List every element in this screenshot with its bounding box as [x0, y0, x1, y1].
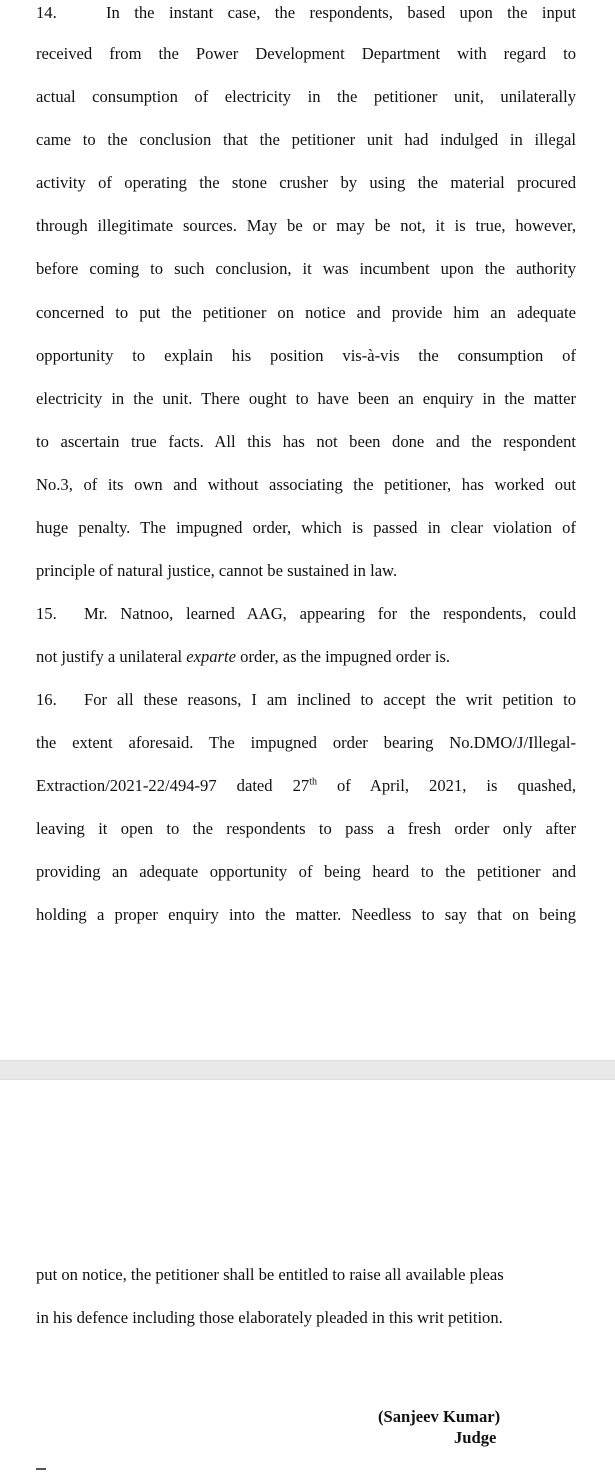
- para-16-line-6: holding a proper enquiry into the matter. Needless to say that on being: [36, 905, 576, 924]
- para-14-line-3: actual consumption of electricity in the petitioner unit, unilaterally: [36, 87, 576, 106]
- para-15-number: 15.: [36, 604, 57, 623]
- para-14-line-4: came to the conclusion that the petitioner unit had indulged in illegal: [36, 130, 576, 149]
- para-14-line-12: No.3, of its own and without associating the petitioner, has worked out: [36, 475, 576, 494]
- para-16-line-1: 16. For all these reasons, I am inclined to accept the writ petition to: [36, 690, 576, 709]
- para-16-number: 16.: [36, 690, 57, 709]
- para-14-line-6: through illegitimate sources. May be or may be not, it is true, however,: [36, 216, 576, 235]
- page-2-line-1: put on notice, the petitioner shall be entitled to raise all available pleas: [36, 1265, 504, 1284]
- signature-title: Judge: [454, 1428, 497, 1447]
- para-16-line-5: providing an adequate opportunity of being heard to the petitioner and: [36, 862, 576, 881]
- para-14-line-7: before coming to such conclusion, it was incumbent upon the authority: [36, 259, 576, 278]
- document-page-2: [0, 1080, 615, 1474]
- para-14-line-14: principle of natural justice, cannot be sustained in law.: [36, 561, 398, 580]
- para-16-line-3: Extraction/2021-22/494-97 dated 27th of April, 2021, is quashed,: [36, 776, 576, 795]
- page-break: [0, 1060, 615, 1080]
- page-2-line-2: in his defence including those elaborately pleaded in this writ petition.: [36, 1308, 503, 1327]
- superscript-th: th: [309, 776, 317, 788]
- para-14-line-1: 14. In the instant case, the respondents, based upon the input: [36, 3, 576, 22]
- para-14-line-5: activity of operating the stone crusher by using the material procured: [36, 173, 576, 192]
- para-16-line-4: leaving it open to the respondents to pass a fresh order only after: [36, 819, 576, 838]
- para-14-line-10: electricity in the unit. There ought to have been an enquiry in the matter: [36, 389, 576, 408]
- para-14-line-11: to ascertain true facts. All this has not been done and the respondent: [36, 432, 576, 451]
- para-15-line-1: 15. Mr. Natnoo, learned AAG, appearing for the respondents, could: [36, 604, 576, 623]
- para-14-line-9: opportunity to explain his position vis-à-vis the consumption of: [36, 346, 576, 365]
- signature-name: (Sanjeev Kumar): [378, 1407, 501, 1426]
- exparte-italic: exparte: [186, 647, 236, 666]
- para-15-line-2: not justify a unilateral exparte order, as the impugned order is.: [36, 647, 451, 666]
- para-14-line-13: huge penalty. The impugned order, which is passed in clear violation of: [36, 518, 576, 537]
- para-16-line-2: the extent aforesaid. The impugned order bearing No.DMO/J/Illegal-: [36, 733, 576, 752]
- para-14-number: 14.: [36, 3, 57, 22]
- para-14-line-8: concerned to put the petitioner on notice and provide him an adequate: [36, 303, 576, 322]
- page-edge-mark: [36, 1468, 46, 1470]
- para-14-line-2: received from the Power Development Department with regard to: [36, 44, 576, 63]
